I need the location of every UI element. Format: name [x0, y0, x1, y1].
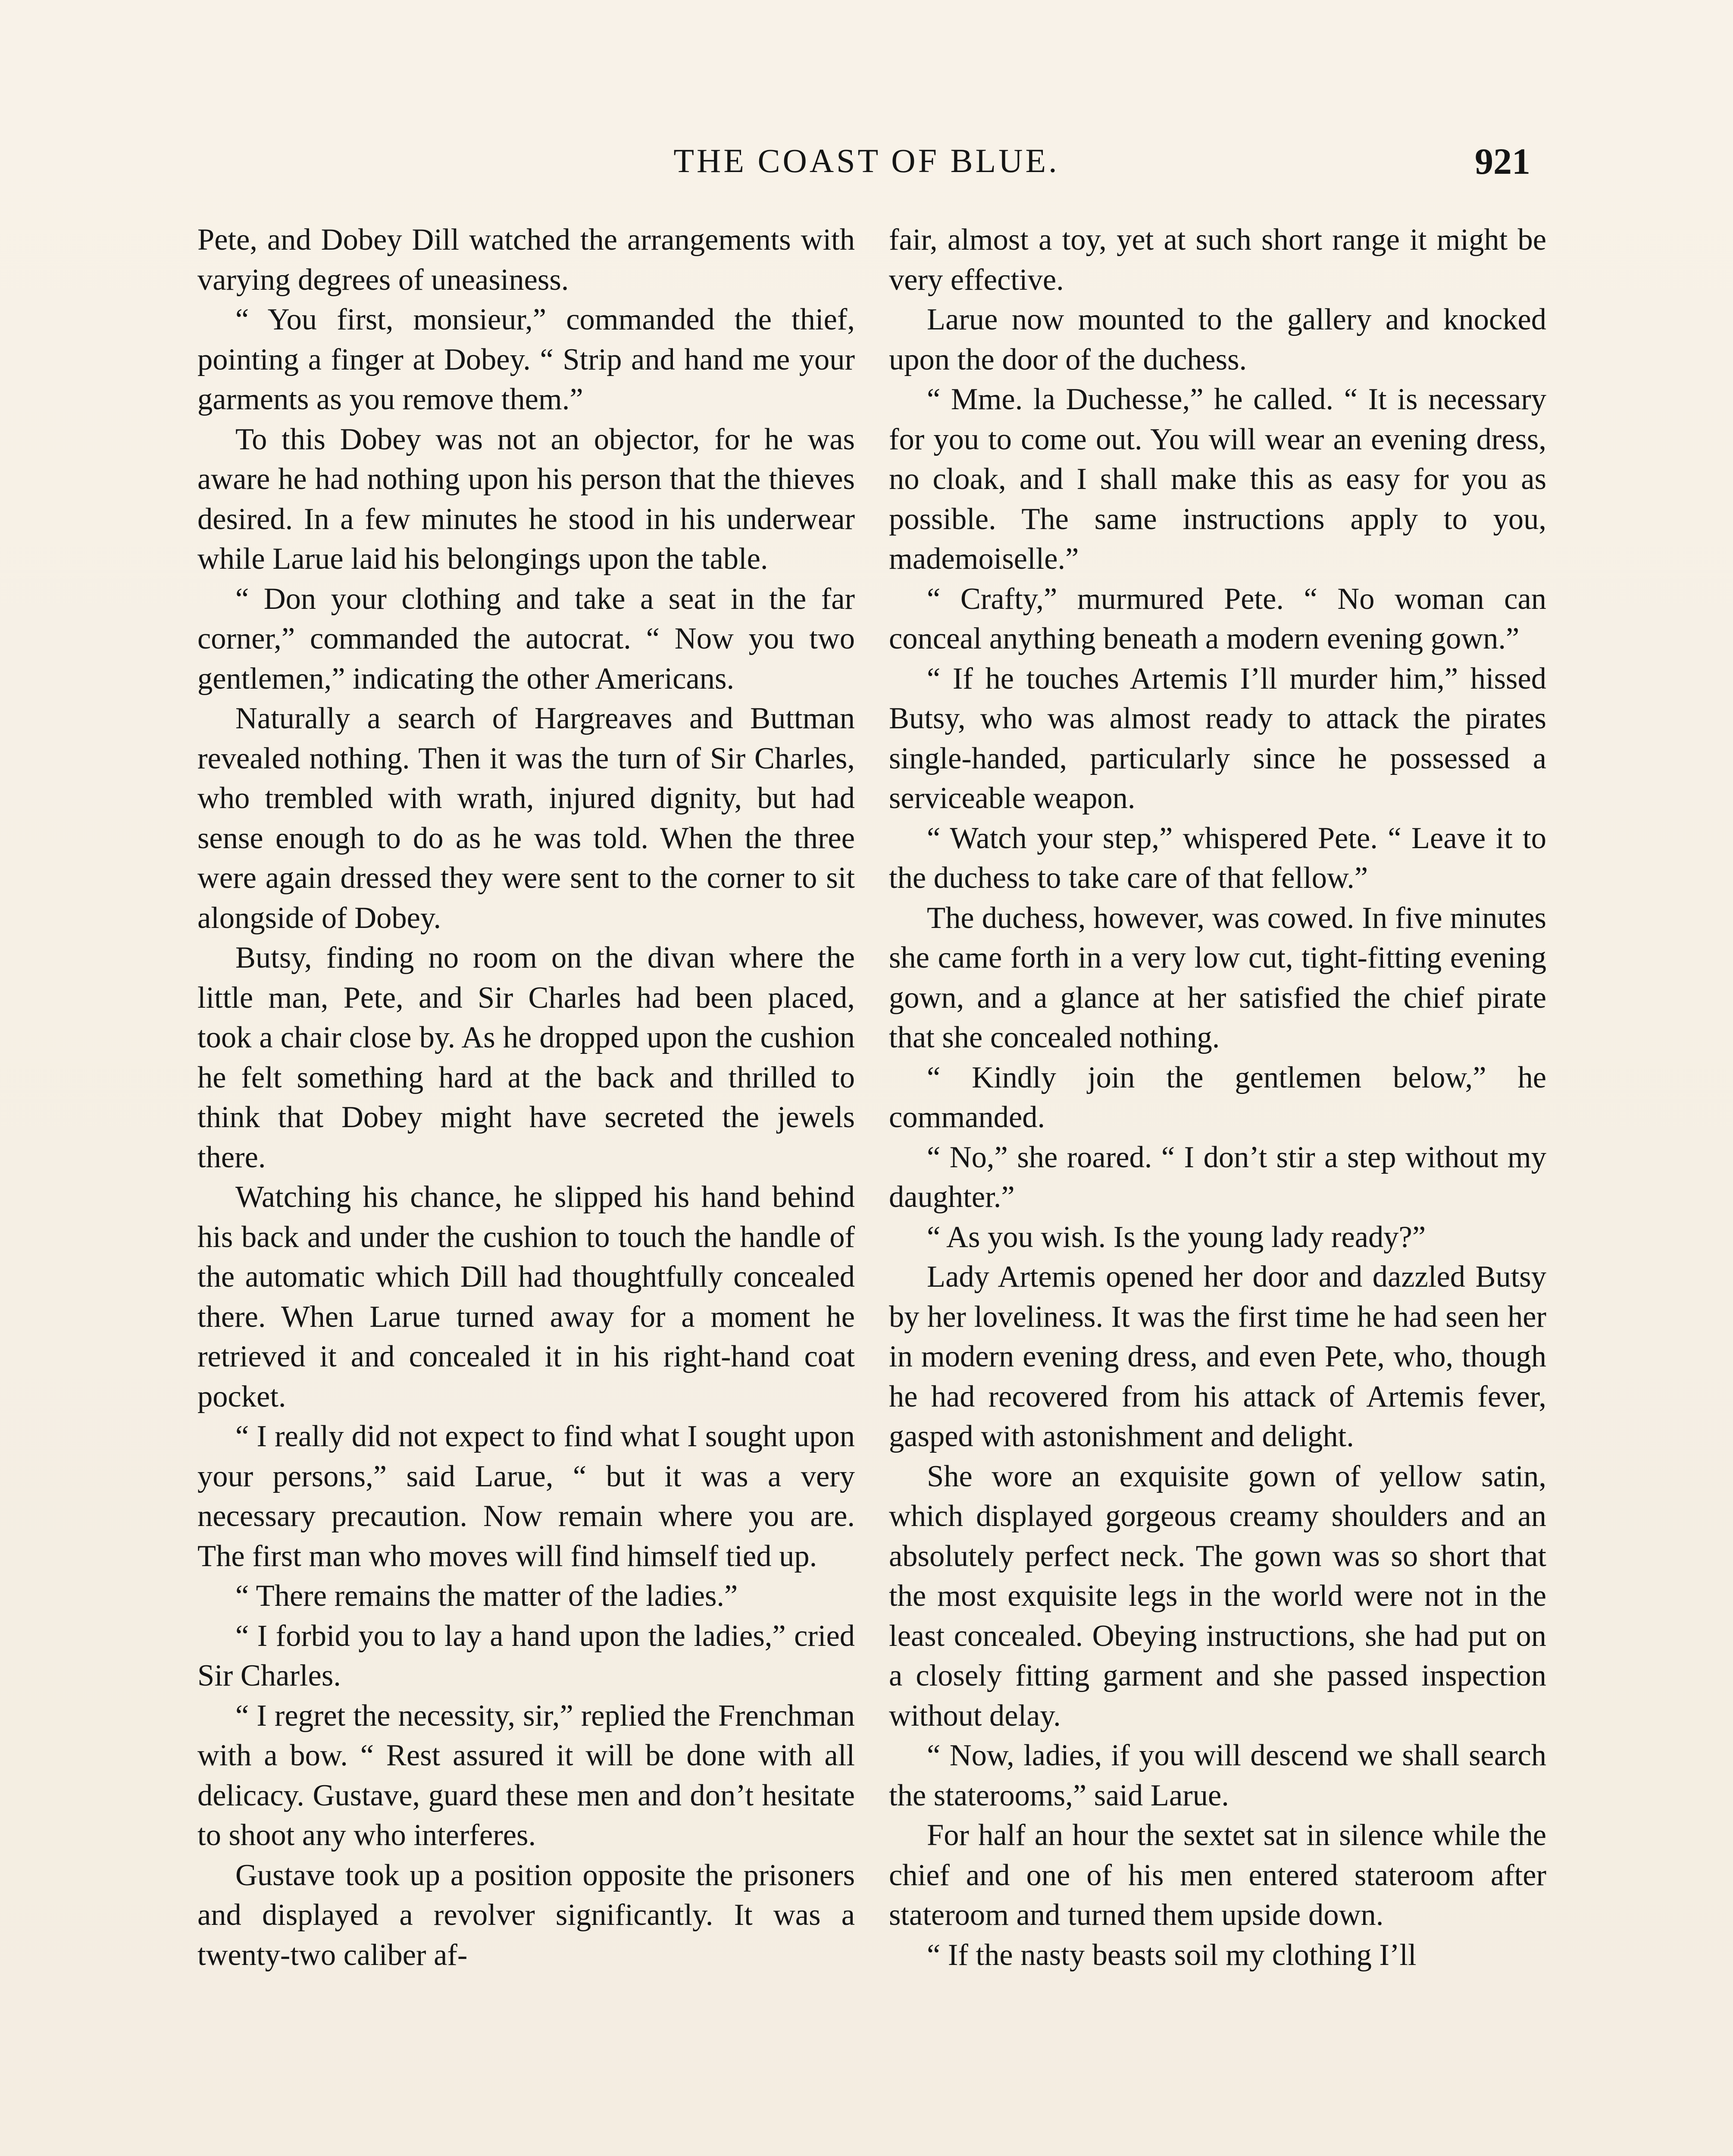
paragraph: Lady Artemis opened her door and dazzled Butsy by her loveliness. It was the first time he had seen her in modern evening dress, and even Pete, who, though he had recovered from his attack of Artemis fever, gasped with astonishment and delight. [889, 1260, 1546, 1453]
paragraph: “ I regret the necessity, sir,” replied the Frenchman with a bow. “ Rest assured it will be done with all delicacy. Gustave, guard these men and don’t hesitate to shoot any who interferes. [197, 1698, 855, 1852]
paragraph: To this Dobey was not an objector, for he was aware he had nothing upon his person that the thieves desired. In a few minutes he stood in his underwear while Larue laid his belongings upon the table. [197, 422, 855, 576]
paragraph: “ Don your clothing and take a seat in the far corner,” commanded the autocrat. “ Now you two gentlemen,” indicating the other Americans. [197, 582, 855, 696]
paragraph: Gustave took up a position opposite the prisoners and displayed a revolver significantly. It was a twenty-two caliber af- [197, 1858, 855, 1972]
paragraph: “ You first, monsieur,” commanded the thief, pointing a finger at Dobey. “ Strip and hand me your garments as you remove them.” [197, 303, 855, 416]
paragraph: “ I really did not expect to find what I sought upon your persons,” said Larue, “ but it was a very necessary precaution. Now remain where you are. The first man who moves will find himself tied up. [197, 1420, 855, 1573]
paragraph: “ As you wish. Is the young lady ready?” [927, 1220, 1426, 1254]
paragraph: Pete, and Dobey Dill watched the arrangements with varying degrees of uneasiness. [197, 223, 855, 297]
paragraph: Larue now mounted to the gallery and knocked upon the door of the duchess. [889, 303, 1546, 376]
paragraph: fair, almost a toy, yet at such short range it might be very effective. [889, 223, 1546, 297]
paragraph: “ If the nasty beasts soil my clothing I’ll [927, 1938, 1417, 1972]
paragraph: Naturally a search of Hargreaves and Buttman revealed nothing. Then it was the turn of Sir Charles, who trembled with wrath, injured dignity, but had sense enough to do as he was told. When the three were again dressed they were sent to the corner to sit alongside of Dobey. [197, 702, 855, 935]
running-head [0, 141, 1733, 193]
paragraph: For half an hour the sextet sat in silence while the chief and one of his men entered stateroom after stateroom and turned them upside down. [889, 1818, 1546, 1932]
running-title: THE COAST OF BLUE. [673, 142, 1060, 179]
paragraph: Butsy, finding no room on the divan where the little man, Pete, and Sir Charles had been placed, took a chair close by. As he dropped upon the cushion he felt something hard at the back and thrilled to think that Dobey might have secreted the jewels there. [197, 941, 855, 1174]
paragraph: “ Watch your step,” whispered Pete. “ Leave it to the duchess to take care of that fellow.” [889, 821, 1546, 895]
paragraph: “ Crafty,” murmured Pete. “ No woman can conceal anything beneath a modern evening gown.” [889, 582, 1546, 655]
paragraph: “ I forbid you to lay a hand upon the ladies,” cried Sir Charles. [197, 1619, 855, 1692]
paragraph: “ If he touches Artemis I’ll murder him,” hissed Butsy, who was almost ready to attack the pirates single-handed, particularly since he possessed a serviceable weapon. [889, 661, 1546, 815]
paragraph: “ There remains the matter of the ladies.” [235, 1579, 738, 1613]
right-column [889, 220, 1546, 1975]
page-number: 921 [1475, 141, 1530, 182]
paragraph: “ No,” she roared. “ I don’t stir a step without my daughter.” [889, 1140, 1546, 1214]
paragraph: “ Mme. la Duchesse,” he called. “ It is necessary for you to come out. You will wear an evening dress, no cloak, and I shall make this as easy for you as possible. The same instructions apply to you, mademoiselle.” [889, 382, 1546, 576]
paragraph: “ Kindly join the gentlemen below,” he commanded. [889, 1060, 1546, 1134]
paragraph: The duchess, however, was cowed. In five minutes she came forth in a very low cut, tight-fitting evening gown, and a glance at her satisfied the chief pirate that she concealed nothing. [889, 901, 1546, 1054]
left-column [197, 220, 855, 1975]
paragraph: She wore an exquisite gown of yellow satin, which displayed gorgeous creamy shoulders and an absolutely perfect neck. The gown was so short that the most exquisite legs in the world were not in the least concealed. Obeying instructions, she had put on a closely fitting garment and she passed inspection without delay. [889, 1459, 1546, 1733]
paragraph: Watching his chance, he slipped his hand behind his back and under the cushion to touch the handle of the automatic which Dill had thoughtfully concealed there. When Larue turned away for a moment he retrieved it and concealed it in his right-hand coat pocket. [197, 1180, 855, 1413]
paragraph: “ Now, ladies, if you will descend we shall search the staterooms,” said Larue. [889, 1739, 1546, 1812]
